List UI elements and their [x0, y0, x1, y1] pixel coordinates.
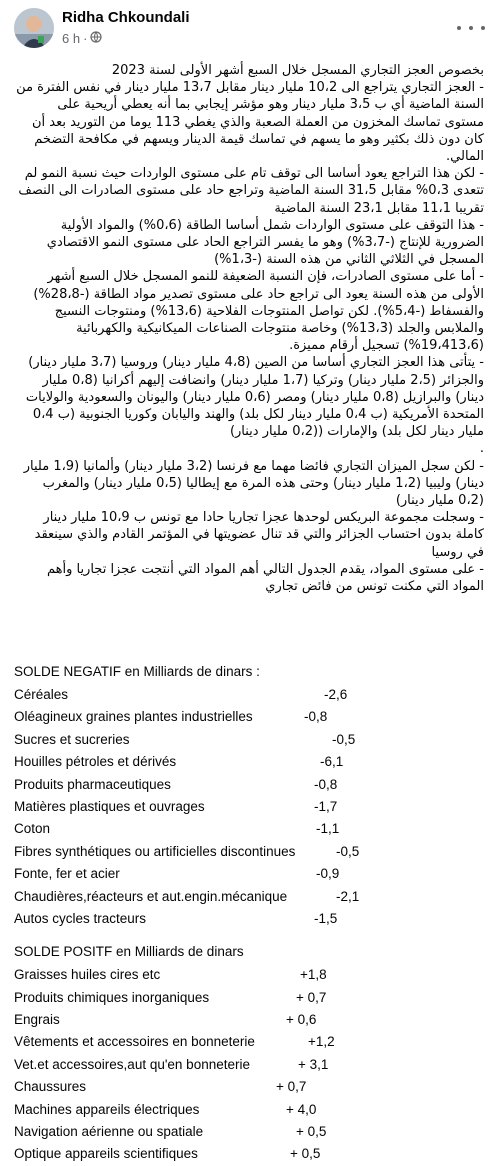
item-value: -0,8 [304, 709, 328, 725]
paragraph: - هذا التوقف على مستوى الواردات شمل أساسا الطاقة (0،6%) والمواد الأولية الضرورية للإنتاج (-3،7%) وهو ما يفسر التراجع الحاد على مستوى النمو الاقتصادي المسجل في الثلاثي الثاني من هذه السنة (-1،3%) [46, 217, 484, 268]
paragraph: - لكن سجل الميزان التجاري فائضا مهما مع فرنسا (3،2 مليار دينار) وألمانيا (1،9 مليار دينار) وليبيا (1،2 مليار دينار) وحتى هذه المرة مع إيطاليا (0،5 مليار دينار) والمغرب (0،2 مليار دينار) [23, 458, 484, 509]
item-value: + 0,7 [276, 1079, 307, 1095]
paragraph: - العجز التجاري يتراجع الى 10،2 مليار دينار مقابل 13،7 مليار دينار في نفس الفترة من السنة الماضية أي ب 3،5 مليار دينار وهو مؤشر إيجابي بما أنه يعطي أريحية على مستوى تماسك المخزون من العملة الصعبة والذي يغطي 113 يوما من التوريد بعد أن كان دون ذلك بكثير وهو ما يسهم في تماسك قيمة الدينار ويسهم في مكافحة التضخم المالي. [16, 80, 484, 165]
item-value: -1,5 [314, 910, 338, 926]
item-label: Optique appareils scientifiques [14, 1146, 198, 1162]
item-value: -2,6 [324, 687, 348, 702]
item-label: Produits pharmaceutiques [14, 776, 171, 792]
post-body-arabic [14, 62, 484, 595]
item-label: Vet.et accessoires,aut qu'en bonneterie [14, 1056, 250, 1072]
item-label: Chaudières,réacteurs et aut.engin.mécanique [14, 888, 288, 904]
item-label: Sucres et sucreries [14, 731, 130, 747]
item-label: Fonte, fer et acier [14, 866, 120, 882]
paragraph: - يتأتى هذا العجز التجاري أساسا من الصين (4،8 مليار دينار) وروسيا (3،7 مليار دينار) والجزائر (2،5 مليار دينار) وتركيا (1،7 مليار دينار) وانضافت إليهم أكرانيا (0،8 مليار دينار) والبرازيل (0،8 مليار دينار) ومصر (0،6 مليار دينار) واليونان والسعودية والولايات المتحدة الأمريكية (ب 0،4 مليار دينار لكل بلد) والهند واليابان وكوريا الجنوبية (ب 0،4 مليار دينار لكل بلد) والإمارات ((0،2 مليار دينار) [25, 355, 484, 440]
list-item [14, 886, 484, 908]
list-item [14, 729, 484, 751]
post-meta [62, 31, 102, 46]
list-item [14, 964, 484, 986]
list-item [14, 1054, 484, 1076]
item-value: -0,8 [314, 776, 338, 792]
list-item [14, 751, 484, 773]
item-label: Coton [14, 821, 51, 837]
paragraph: - على مستوى المواد، يقدم الجدول التالي أهم المواد التي أنتجت عجزا تجاريا وأهم المواد التي مكنت تونس من فائض تجاري [46, 561, 484, 595]
author-name[interactable]: Ridha Chkoundali [62, 9, 190, 26]
item-label: Navigation aérienne ou spatiale [14, 1124, 204, 1140]
item-label: Houilles pétroles et dérivés [14, 754, 177, 770]
item-value: + 0,5 [296, 1124, 327, 1140]
list-item [14, 908, 484, 930]
list-item [14, 863, 484, 885]
avatar[interactable] [14, 8, 54, 48]
item-value: + 3,1 [298, 1056, 329, 1072]
item-value: +1,8 [300, 967, 327, 983]
item-value: +1,2 [308, 1034, 335, 1050]
meta-separator: · [83, 31, 88, 46]
negative-title: SOLDE NEGATIF en Milliards de dinars : [14, 664, 260, 679]
item-label: Machines appareils électriques [14, 1101, 200, 1117]
item-label: Chaussures [14, 1079, 87, 1095]
post-time[interactable]: 6 h [62, 31, 81, 46]
list-item [14, 1009, 484, 1031]
item-label: Engrais [14, 1012, 60, 1028]
list-item [14, 1143, 484, 1165]
item-value: -1,1 [316, 821, 340, 837]
list-item [14, 818, 484, 840]
list-item [14, 987, 484, 1009]
list-item [14, 796, 484, 818]
positive-title: SOLDE POSITF en Milliards de dinars [14, 944, 244, 960]
item-label: Matières plastiques et ouvrages [14, 798, 205, 814]
list-item [14, 1121, 484, 1143]
item-value: -1,7 [314, 798, 338, 814]
list-item [14, 1076, 484, 1098]
item-label: Vêtements et accessoires en bonneterie [14, 1034, 255, 1050]
item-label: Oléagineux graines plantes industrielles [14, 709, 253, 725]
list-item [14, 1099, 484, 1121]
post-body-french [14, 660, 484, 1166]
item-label: Céréales [14, 687, 69, 702]
item-label: Produits chimiques inorganiques [14, 989, 210, 1005]
item-value: + 4,0 [286, 1101, 317, 1117]
item-value: + 0,6 [286, 1012, 317, 1028]
more-options-icon[interactable] [457, 20, 485, 36]
list-item [14, 684, 484, 706]
item-value: -2,1 [336, 888, 360, 904]
item-label: Fibres synthétiques ou artificielles discontinues [14, 843, 296, 859]
paragraph: - لكن هذا التراجع يعود أساسا الى توقف تام على مستوى الواردات حيث نسبة النمو لم تتعدى 0،3% مقابل 31،5 السنة الماضية وتراجع حاد على مستوى الصادرات الى النصف تقريبا 11،1 مقابل 23،1 السنة الماضية [18, 166, 484, 216]
globe-icon [90, 31, 102, 46]
item-label: Graisses huiles cires etc [14, 967, 161, 983]
list-item [14, 706, 484, 728]
item-value: -6,1 [320, 754, 344, 770]
item-value: -0,5 [332, 731, 356, 747]
list-item [14, 841, 484, 863]
list-item [14, 1031, 484, 1053]
paragraph: . [479, 441, 484, 457]
paragraph: - وسجلت مجموعة البريكس لوحدها عجزا تجاريا حادا مع تونس ب 10،9 مليار دينار كاملة بدون احتساب الجزائر والتي قد تنال عضويتها في المؤتمر القادم والذي سينعقد في روسيا [34, 510, 484, 560]
item-value: + 0,7 [296, 989, 327, 1005]
paragraph: - أما على مستوى الصادرات، فإن النسبة الضعيفة للنمو المسجل خلال السبع أشهر الأولى من هذه السنة يعود الى تراجع حاد على مستوى تصدير مواد الطاقة (-28،8%) والفسفاط (-5،4%). لكن تواصل المنتوجات الفلاحية (13،6%) ومنتوجات النسيج والملابس والجلد (13،3%) وخاصة منتوجات الصناعات الميكانيكية والكهربائية (19،413،6%) تسجيل أرقام مميزة. [33, 269, 484, 354]
item-value: + 0,5 [290, 1146, 321, 1162]
list-item [14, 774, 484, 796]
item-label: Autos cycles tracteurs [14, 910, 147, 926]
paragraph: بخصوص العجز التجاري المسجل خلال السبع أشهر الأولى لسنة 2023 [111, 63, 484, 78]
item-value: -0,5 [336, 843, 360, 859]
post-header [0, 0, 497, 58]
item-value: -0,9 [316, 866, 340, 882]
